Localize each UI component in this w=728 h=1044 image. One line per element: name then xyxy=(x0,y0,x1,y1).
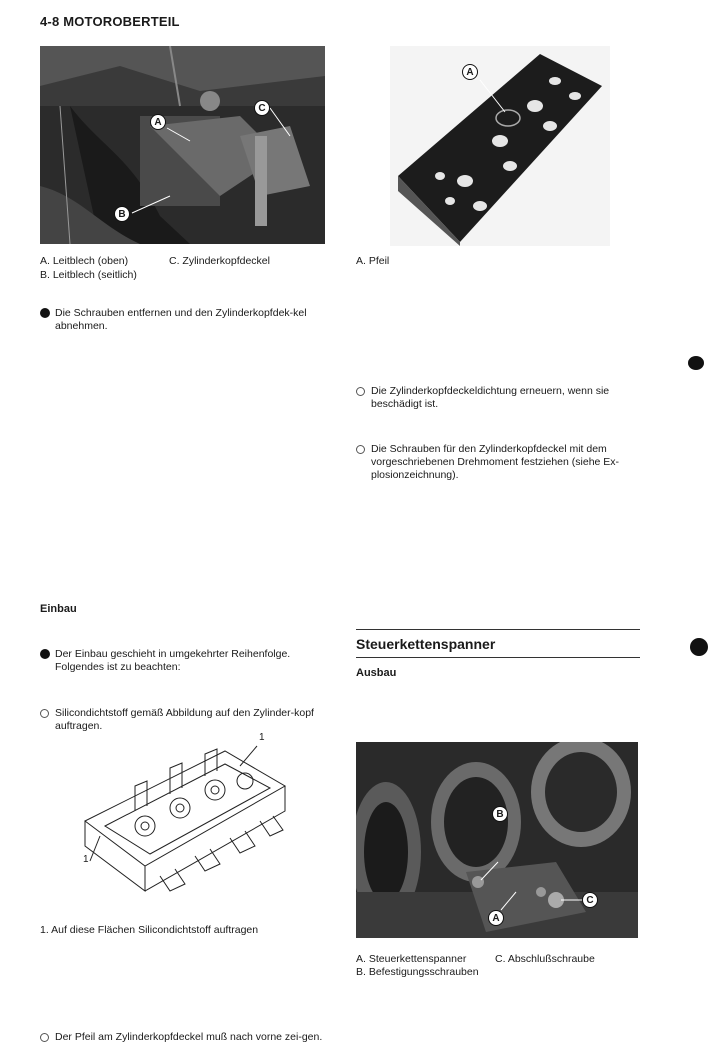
margin-ink-spot xyxy=(690,638,708,656)
callout-a: A xyxy=(150,114,166,130)
cylinder-head-drawing xyxy=(75,726,295,896)
callout-a: A xyxy=(462,64,478,80)
einbau-heading: Einbau xyxy=(40,603,77,615)
engine-photo-baffles-art xyxy=(40,46,325,244)
margin-ink-spot xyxy=(688,356,704,370)
cover-photo-arrow-art xyxy=(390,46,610,246)
callout-c: C xyxy=(254,100,270,116)
bullet-open-icon xyxy=(356,387,365,396)
tensioner-photo-art xyxy=(356,742,638,938)
instruction-replace-gasket: Die Zylinderkopfdeckeldichtung erneuern, wenn sie beschädigt ist. xyxy=(356,385,655,411)
photo1-caption-b: B. Leitblech (seitlich) xyxy=(40,269,137,281)
cover-photo-arrow xyxy=(390,46,610,246)
drawing-callout-1: 1 xyxy=(259,732,265,743)
drawing-caption: 1. Auf diese Flächen Silicondichtstoff auftragen xyxy=(40,924,259,936)
bullet-open-icon xyxy=(40,709,49,718)
section-rule-top xyxy=(356,629,640,630)
photo3-caption-b: B. Befestigungsschrauben xyxy=(356,966,479,978)
section-rule-bottom xyxy=(356,657,640,658)
callout-c: C xyxy=(582,892,598,908)
instruction-torque-bolts: Die Schrauben für den Zylinderkopfdeckel mit dem vorgeschriebenen Drehmoment festziehen (siehe Ex-plosionzeichnung). xyxy=(356,443,655,482)
cylinder-head-drawing-art xyxy=(75,726,295,896)
photo1-caption-c: C. Zylinderkopfdeckel xyxy=(169,255,270,267)
section-title: Steuerkettenspanner xyxy=(356,636,496,652)
callout-b: B xyxy=(114,206,130,222)
instruction-reverse-order: Der Einbau geschieht in umgekehrter Reihenfolge. Folgendes ist zu beachten: xyxy=(40,648,340,674)
photo3-caption-c: C. Abschlußschraube xyxy=(495,953,595,965)
bullet-open-icon xyxy=(356,445,365,454)
bullet-filled-icon xyxy=(40,308,50,318)
photo1-caption-a: A. Leitblech (oben) xyxy=(40,255,129,267)
callout-b: B xyxy=(492,806,508,822)
ausbau-heading: Ausbau xyxy=(356,667,397,679)
instruction-arrow-forward: Der Pfeil am Zylinderkopfdeckel muß nach vorne zei-gen. xyxy=(40,1031,340,1044)
tensioner-photo xyxy=(356,742,638,938)
callout-a: A xyxy=(488,910,504,926)
photo3-caption-a: A. Steuerkettenspanner xyxy=(356,953,467,965)
page-header: 4-8 MOTOROBERTEIL xyxy=(40,14,180,29)
bullet-open-icon xyxy=(40,1033,49,1042)
photo2-caption: A. Pfeil xyxy=(356,255,390,267)
instruction-remove-cover: Die Schrauben entfernen und den Zylinderkopfdek-kel abnehmen. xyxy=(40,307,340,333)
engine-photo-baffles xyxy=(40,46,325,244)
bullet-filled-icon xyxy=(40,649,50,659)
drawing-callout-1-lower: 1 xyxy=(83,854,89,865)
instruction-apply-sealant: Silicondichtstoff gemäß Abbildung auf den Zylinder-kopf auftragen. xyxy=(40,707,340,733)
